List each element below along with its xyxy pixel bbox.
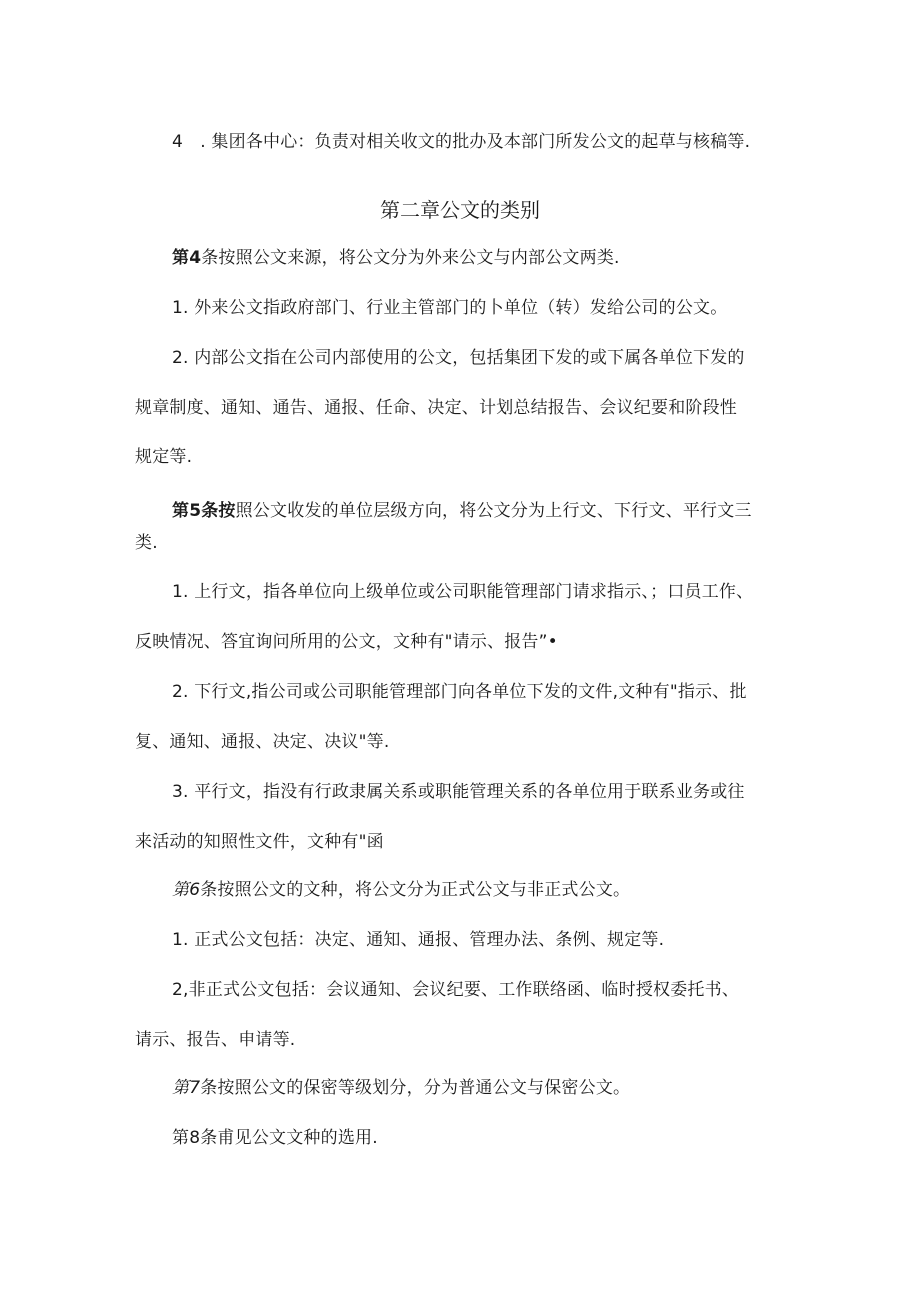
- article-7-text: 条按照公文的保密等级划分，分为普通公文与保密公文。: [200, 1078, 631, 1098]
- article-5-item-2-line-2: 复、通知、通报、决定、决议"等.: [135, 732, 390, 752]
- article-7: [172, 1077, 630, 1099]
- article-4-number: 第4: [172, 248, 202, 268]
- article-5-item-1-line-1: 1. 上行文，指各单位向上级单位或公司职能管理部门请求指示、；口员工作、: [172, 582, 754, 602]
- article-5-item-1-line-2: 反映情况、答宜询问所用的公文，文种有"请示、报告”•: [135, 632, 558, 652]
- article-4-item-2-line-1: 2. 内部公文指在公司内部使用的公文，包括集团下发的或下属各单位下发的: [172, 348, 745, 368]
- article-6-number: 第6: [172, 880, 201, 900]
- article-5-number: 第5条按: [172, 501, 236, 521]
- article-6-item-1: 1. 正式公文包括：决定、通知、通报、管理办法、条例、规定等.: [172, 930, 665, 950]
- article-4-text: 条按照公文来源，将公文分为外来公文与内部公文两类.: [201, 248, 620, 268]
- article-4-item-2-line-3: 规定等.: [135, 447, 193, 467]
- article-4: [172, 247, 620, 269]
- article-4-item-1: 1. 外来公文指政府部门、行业主管部门的卜单位（转）发给公司的公文。: [172, 298, 728, 318]
- chapter-title: 第二章公文的类别: [380, 198, 540, 222]
- article-5: [172, 500, 752, 522]
- article-7-number: 第7: [172, 1078, 201, 1098]
- article-5-text: 照公文收发的单位层级方向，将公文分为上行文、下行文、平行文三: [235, 501, 752, 521]
- article-5-line-2: 类.: [135, 533, 158, 553]
- article-6: [172, 879, 630, 901]
- item-4-text: 4 . 集团各中心：负责对相关收文的批办及本部门所发公文的起草与核稿等.: [172, 132, 751, 152]
- article-6-item-2-line-1: 2,非正式公文包括：会议通知、会议纪要、工作联络函、临时授权委托书、: [172, 980, 740, 1000]
- article-8: 第8条甫见公文文种的选用.: [172, 1128, 378, 1148]
- article-5-item-3-line-2: 来活动的知照性文件，文种有"函: [135, 832, 384, 852]
- article-4-item-2-line-2: 规章制度、通知、通告、通报、任命、决定、计划总结报告、会议纪要和阶段性: [135, 398, 737, 418]
- article-6-text: 条按照公文的文种，将公文分为正式公文与非正式公文。: [200, 880, 631, 900]
- article-5-item-3-line-1: 3. 平行文，指没有行政隶属关系或职能管理关系的各单位用于联系业务或往: [172, 782, 745, 802]
- article-6-item-2-line-2: 请示、报告、申请等.: [135, 1030, 296, 1050]
- article-5-item-2-line-1: 2. 下行文,指公司或公司职能管理部门向各单位下发的文件,文种有"指示、批: [172, 682, 747, 702]
